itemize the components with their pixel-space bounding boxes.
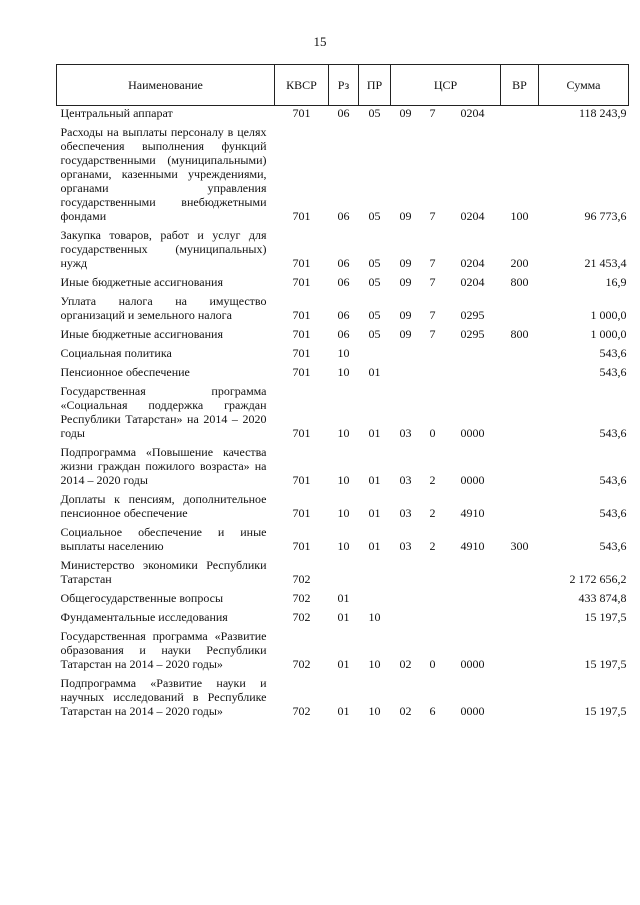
cell-pr: 05 <box>368 256 381 270</box>
cell-c1: 09 <box>399 106 412 120</box>
cell-c3 <box>445 607 501 626</box>
cell-c3: 4910 <box>460 506 485 520</box>
cell-c2 <box>421 362 445 381</box>
cell-c3: 0000 <box>460 426 485 440</box>
cell-c3 <box>445 588 501 607</box>
table-row <box>57 272 629 291</box>
cell-rz: 10 <box>337 365 350 379</box>
cell-kvsr: 702 <box>292 610 311 624</box>
table-row <box>57 381 629 442</box>
header-sum: Сумма <box>539 65 629 106</box>
cell-kvsr: 701 <box>292 106 311 120</box>
cell-vr <box>501 291 539 324</box>
cell-pr: 01 <box>368 365 381 379</box>
cell-vr: 800 <box>510 327 529 341</box>
cell-kvsr: 701 <box>292 346 311 360</box>
cell-sum: 543,6 <box>599 426 627 440</box>
cell-sum: 543,6 <box>599 346 627 360</box>
cell-vr <box>501 489 539 522</box>
cell-rz <box>329 555 359 588</box>
cell-pr: 05 <box>368 275 381 289</box>
cell-vr: 300 <box>510 539 529 553</box>
cell-c1: 03 <box>399 473 412 487</box>
cell-c2: 6 <box>429 704 436 718</box>
cell-rz: 10 <box>337 506 350 520</box>
table-row <box>57 673 629 720</box>
cell-kvsr: 702 <box>292 572 311 586</box>
cell-vr: 100 <box>510 209 529 223</box>
header-name: Наименование <box>57 65 275 106</box>
cell-kvsr: 701 <box>292 275 311 289</box>
cell-c1: 09 <box>399 256 412 270</box>
cell-c3 <box>445 555 501 588</box>
table-row <box>57 626 629 673</box>
cell-sum: 543,6 <box>599 539 627 553</box>
cell-c3 <box>445 362 501 381</box>
cell-vr: 200 <box>510 256 529 270</box>
cell-pr: 10 <box>368 657 381 671</box>
cell-c3: 0295 <box>460 327 485 341</box>
budget-table <box>56 64 629 720</box>
cell-vr <box>501 607 539 626</box>
cell-sum: 16,9 <box>605 275 627 289</box>
cell-sum: 543,6 <box>599 365 627 379</box>
header-vr: ВР <box>501 65 539 106</box>
cell-c1 <box>391 555 421 588</box>
cell-pr: 01 <box>368 473 381 487</box>
table-row <box>57 489 629 522</box>
header-pr: ПР <box>359 65 391 106</box>
cell-sum: 543,6 <box>599 473 627 487</box>
cell-sum: 96 773,6 <box>584 209 627 223</box>
cell-vr <box>501 673 539 720</box>
cell-c3: 0204 <box>460 106 485 120</box>
cell-rz: 06 <box>337 327 350 341</box>
cell-rz: 01 <box>337 657 350 671</box>
cell-name: Закупка товаров, работ и услуг для государственных (муниципальных) нужд <box>60 228 267 270</box>
cell-c1: 09 <box>399 308 412 322</box>
cell-c1 <box>391 343 421 362</box>
cell-kvsr: 701 <box>292 426 311 440</box>
cell-c1: 03 <box>399 539 412 553</box>
cell-sum: 21 453,4 <box>584 256 627 270</box>
cell-rz: 01 <box>337 591 350 605</box>
cell-c2 <box>421 607 445 626</box>
cell-vr: 800 <box>510 275 529 289</box>
cell-c2: 7 <box>429 256 436 270</box>
cell-sum: 433 874,8 <box>578 591 627 605</box>
cell-c2 <box>421 555 445 588</box>
cell-name: Уплата налога на имущество организаций и земельного налога <box>60 294 267 322</box>
cell-kvsr: 702 <box>292 591 311 605</box>
cell-name: Общегосударственные вопросы <box>60 591 224 605</box>
cell-kvsr: 701 <box>292 327 311 341</box>
cell-name: Центральный аппарат <box>60 106 173 120</box>
table-row <box>57 588 629 607</box>
cell-c1: 09 <box>399 275 412 289</box>
cell-c3: 0204 <box>460 275 485 289</box>
cell-name: Государственная программа «Социальная поддержка граждан Республики Татарстан» на 2014 – 2020 годы <box>60 384 267 440</box>
cell-kvsr: 701 <box>292 209 311 223</box>
cell-rz: 10 <box>337 426 350 440</box>
cell-kvsr: 701 <box>292 308 311 322</box>
cell-sum: 543,6 <box>599 506 627 520</box>
cell-c2: 2 <box>429 473 436 487</box>
page-number: 15 <box>313 34 327 49</box>
cell-c2: 7 <box>429 209 436 223</box>
cell-c2: 0 <box>429 657 436 671</box>
cell-pr: 05 <box>368 106 381 120</box>
cell-c3: 0000 <box>460 473 485 487</box>
cell-sum: 2 172 656,2 <box>569 572 627 586</box>
cell-c3 <box>445 343 501 362</box>
cell-c3: 0295 <box>460 308 485 322</box>
table-row <box>57 106 629 123</box>
cell-vr <box>501 442 539 489</box>
cell-c2: 7 <box>429 327 436 341</box>
cell-vr <box>501 106 539 123</box>
cell-vr <box>501 343 539 362</box>
cell-c1: 09 <box>399 209 412 223</box>
table-row <box>57 225 629 272</box>
cell-pr: 01 <box>368 506 381 520</box>
cell-c1: 02 <box>399 704 412 718</box>
cell-name: Фундаментальные исследования <box>60 610 228 624</box>
cell-pr <box>359 555 391 588</box>
cell-name: Расходы на выплаты персоналу в целях обеспечения выполнения функций государственными (муниципальными) органами, казенными учреждениями, органами управления государственными внебюджетными фондами <box>60 125 267 223</box>
cell-name: Иные бюджетные ассигнования <box>60 327 223 341</box>
cell-name: Министерство экономики Республики Татарстан <box>60 558 267 586</box>
cell-c1: 03 <box>399 426 412 440</box>
cell-rz: 01 <box>337 610 350 624</box>
table-row <box>57 324 629 343</box>
table-row <box>57 343 629 362</box>
cell-sum: 118 243,9 <box>578 106 627 120</box>
cell-pr: 05 <box>368 308 381 322</box>
cell-c3: 0000 <box>460 657 485 671</box>
cell-rz: 10 <box>337 473 350 487</box>
cell-kvsr: 701 <box>292 539 311 553</box>
cell-vr <box>501 362 539 381</box>
cell-rz: 10 <box>337 346 350 360</box>
cell-kvsr: 702 <box>292 704 311 718</box>
cell-c2: 0 <box>429 426 436 440</box>
cell-c2: 2 <box>429 506 436 520</box>
cell-name: Иные бюджетные ассигнования <box>60 275 223 289</box>
cell-name: Социальная политика <box>60 346 172 360</box>
cell-c1: 03 <box>399 506 412 520</box>
cell-sum: 15 197,5 <box>584 704 627 718</box>
cell-vr <box>501 555 539 588</box>
cell-c2: 7 <box>429 275 436 289</box>
cell-name: Доплаты к пенсиям, дополнительное пенсионное обеспечение <box>60 492 267 520</box>
cell-rz: 06 <box>337 275 350 289</box>
cell-c3: 4910 <box>460 539 485 553</box>
header-csr: ЦСР <box>391 65 501 106</box>
cell-pr: 10 <box>368 610 381 624</box>
table-row <box>57 362 629 381</box>
cell-c1: 09 <box>399 327 412 341</box>
table-row <box>57 442 629 489</box>
cell-rz: 01 <box>337 704 350 718</box>
table-body <box>57 106 629 721</box>
cell-c1 <box>391 362 421 381</box>
cell-kvsr: 701 <box>292 365 311 379</box>
cell-c2: 2 <box>429 539 436 553</box>
cell-pr <box>359 343 391 362</box>
cell-sum: 1 000,0 <box>590 327 627 341</box>
cell-c2: 7 <box>429 308 436 322</box>
cell-c2 <box>421 343 445 362</box>
cell-rz: 06 <box>337 256 350 270</box>
cell-name: Социальное обеспечение и иные выплаты населению <box>60 525 267 553</box>
cell-c3: 0204 <box>460 209 485 223</box>
table-row <box>57 607 629 626</box>
cell-kvsr: 701 <box>292 506 311 520</box>
cell-rz: 06 <box>337 308 350 322</box>
cell-rz: 06 <box>337 209 350 223</box>
cell-c2: 7 <box>429 106 436 120</box>
cell-c1 <box>391 607 421 626</box>
table-header-row <box>57 65 629 106</box>
cell-pr: 10 <box>368 704 381 718</box>
cell-c2 <box>421 588 445 607</box>
table-row <box>57 555 629 588</box>
cell-rz: 10 <box>337 539 350 553</box>
table-row <box>57 291 629 324</box>
cell-pr <box>359 588 391 607</box>
cell-pr: 01 <box>368 539 381 553</box>
cell-rz: 06 <box>337 106 350 120</box>
cell-c1: 02 <box>399 657 412 671</box>
cell-kvsr: 702 <box>292 657 311 671</box>
cell-pr: 05 <box>368 327 381 341</box>
cell-c3: 0000 <box>460 704 485 718</box>
table-row <box>57 122 629 225</box>
cell-vr <box>501 626 539 673</box>
header-kvsr: КВСР <box>275 65 329 106</box>
cell-kvsr: 701 <box>292 473 311 487</box>
cell-pr: 01 <box>368 426 381 440</box>
cell-kvsr: 701 <box>292 256 311 270</box>
cell-name: Пенсионное обеспечение <box>60 365 190 379</box>
cell-pr: 05 <box>368 209 381 223</box>
cell-name: Подпрограмма «Повышение качества жизни граждан пожилого возраста» на 2014 – 2020 годы <box>60 445 267 487</box>
header-rz: Рз <box>329 65 359 106</box>
cell-sum: 15 197,5 <box>584 657 627 671</box>
cell-name: Подпрограмма «Развитие науки и научных исследований в Республике Татарстан на 2014 – 2020 годы» <box>60 676 267 718</box>
cell-c3: 0204 <box>460 256 485 270</box>
cell-vr <box>501 588 539 607</box>
cell-vr <box>501 381 539 442</box>
cell-c1 <box>391 588 421 607</box>
table-row <box>57 522 629 555</box>
cell-sum: 15 197,5 <box>584 610 627 624</box>
cell-name: Государственная программа «Развитие образования и науки Республики Татарстан на 2014 – 2020 годы» <box>60 629 267 671</box>
cell-sum: 1 000,0 <box>590 308 627 322</box>
